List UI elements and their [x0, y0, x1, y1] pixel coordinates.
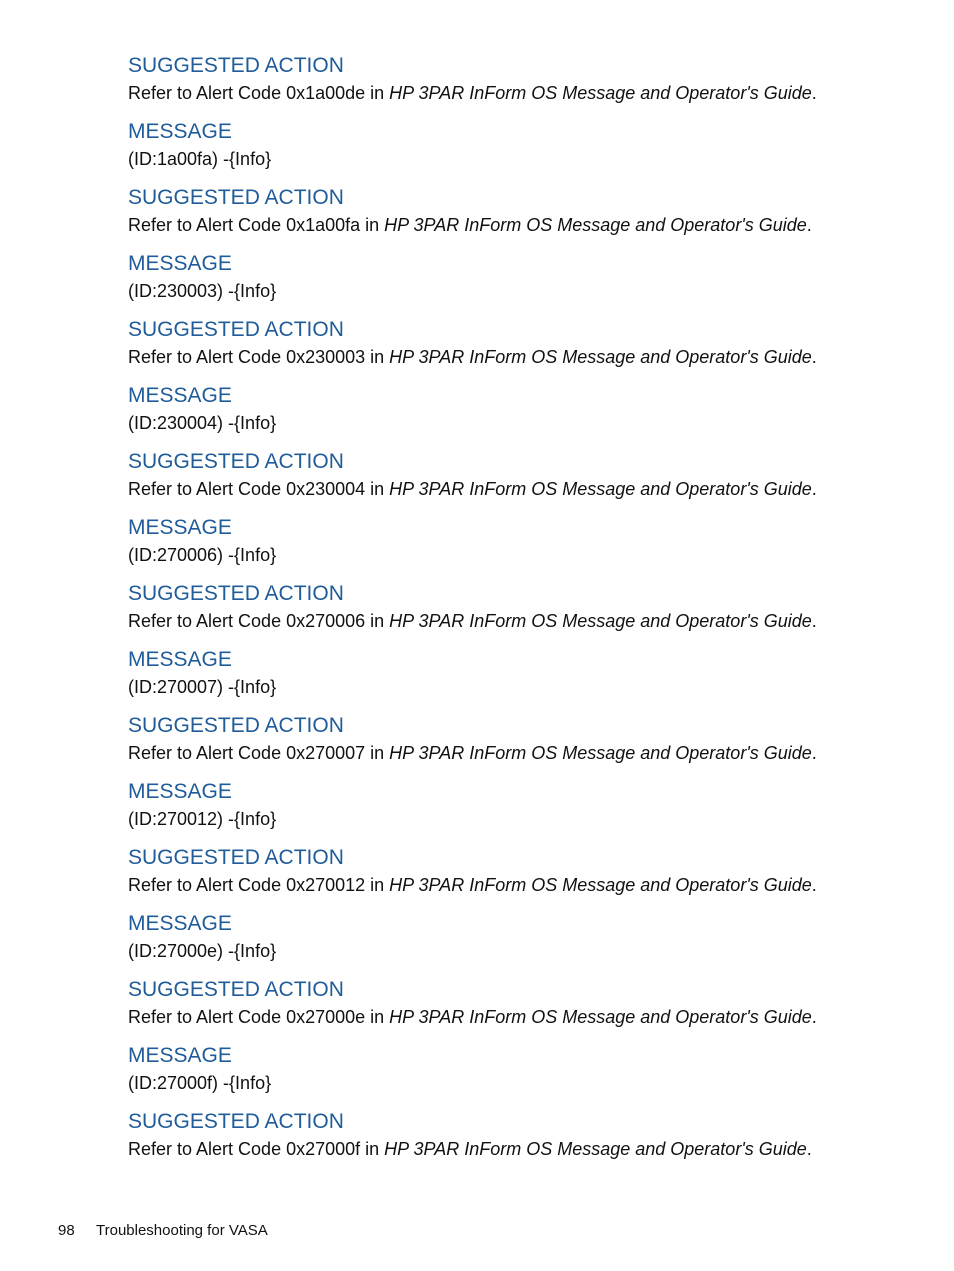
- suggested-action-heading: SUGGESTED ACTION: [128, 54, 344, 77]
- document-content: [128, 52, 928, 1174]
- message-heading: MESSAGE: [128, 1044, 232, 1067]
- suggested-action-heading: SUGGESTED ACTION: [128, 318, 344, 341]
- suggested-action-block: [128, 316, 928, 382]
- action-prefix: Refer to Alert Code 0x270012 in: [128, 875, 390, 895]
- action-suffix: .: [811, 83, 817, 103]
- action-suffix: .: [811, 611, 817, 631]
- message-heading: MESSAGE: [128, 384, 232, 407]
- action-suffix: .: [811, 743, 817, 763]
- action-prefix: Refer to Alert Code 0x270006 in: [128, 611, 390, 631]
- message-block: [128, 778, 928, 844]
- message-heading: MESSAGE: [128, 120, 232, 143]
- message-text: (ID:27000f) -{Info}: [128, 1073, 272, 1093]
- message-text: (ID:270006) -{Info}: [128, 545, 277, 565]
- action-suffix: .: [806, 215, 812, 235]
- page-footer: [58, 1221, 268, 1241]
- suggested-action-block: [128, 712, 928, 778]
- action-suffix: .: [811, 347, 817, 367]
- message-text: (ID:270012) -{Info}: [128, 809, 277, 829]
- action-prefix: Refer to Alert Code 0x1a00fa in: [128, 215, 385, 235]
- suggested-action-heading: SUGGESTED ACTION: [128, 714, 344, 737]
- suggested-action-text: [128, 1003, 928, 1031]
- suggested-action-block: [128, 448, 928, 514]
- action-suffix: .: [811, 1007, 817, 1027]
- suggested-action-text: [128, 343, 928, 371]
- message-block: [128, 118, 928, 184]
- suggested-action-block: [128, 1108, 928, 1174]
- suggested-action-heading: SUGGESTED ACTION: [128, 450, 344, 473]
- suggested-action-text: [128, 475, 928, 503]
- suggested-action-heading: SUGGESTED ACTION: [128, 582, 344, 605]
- message-text: (ID:27000e) -{Info}: [128, 941, 277, 961]
- suggested-action-text: [128, 871, 928, 899]
- message-heading: MESSAGE: [128, 648, 232, 671]
- message-text: (ID:270007) -{Info}: [128, 677, 277, 697]
- suggested-action-text: [128, 739, 928, 767]
- suggested-action-block: [128, 52, 928, 118]
- suggested-action-block: [128, 580, 928, 646]
- suggested-action-heading: SUGGESTED ACTION: [128, 1110, 344, 1133]
- page-number: 98: [58, 1222, 75, 1239]
- action-prefix: Refer to Alert Code 0x1a00de in: [128, 83, 390, 103]
- message-text: (ID:1a00fa) -{Info}: [128, 149, 272, 169]
- suggested-action-heading: SUGGESTED ACTION: [128, 978, 344, 1001]
- suggested-action-block: [128, 184, 928, 250]
- guide-title: HP 3PAR InForm OS Message and Operator's Guide: [389, 83, 812, 103]
- guide-title: HP 3PAR InForm OS Message and Operator's Guide: [389, 743, 812, 763]
- guide-title: HP 3PAR InForm OS Message and Operator's Guide: [389, 875, 812, 895]
- message-text: (ID:230003) -{Info}: [128, 281, 277, 301]
- message-block: [128, 382, 928, 448]
- message-block: [128, 514, 928, 580]
- guide-title: HP 3PAR InForm OS Message and Operator's Guide: [389, 347, 812, 367]
- message-heading: MESSAGE: [128, 516, 232, 539]
- suggested-action-heading: SUGGESTED ACTION: [128, 846, 344, 869]
- message-heading: MESSAGE: [128, 780, 232, 803]
- action-prefix: Refer to Alert Code 0x27000f in: [128, 1139, 385, 1159]
- action-prefix: Refer to Alert Code 0x270007 in: [128, 743, 390, 763]
- message-block: [128, 250, 928, 316]
- suggested-action-text: [128, 79, 928, 107]
- suggested-action-text: [128, 1135, 928, 1163]
- suggested-action-text: [128, 607, 928, 635]
- suggested-action-block: [128, 844, 928, 910]
- suggested-action-text: [128, 211, 928, 239]
- action-suffix: .: [811, 479, 817, 499]
- message-block: [128, 910, 928, 976]
- footer-section-title: Troubleshooting for VASA: [96, 1222, 268, 1239]
- guide-title: HP 3PAR InForm OS Message and Operator's Guide: [389, 1007, 812, 1027]
- guide-title: HP 3PAR InForm OS Message and Operator's Guide: [384, 1139, 807, 1159]
- action-suffix: .: [811, 875, 817, 895]
- suggested-action-block: [128, 976, 928, 1042]
- action-prefix: Refer to Alert Code 0x230004 in: [128, 479, 390, 499]
- message-heading: MESSAGE: [128, 252, 232, 275]
- action-prefix: Refer to Alert Code 0x27000e in: [128, 1007, 390, 1027]
- message-block: [128, 1042, 928, 1108]
- action-prefix: Refer to Alert Code 0x230003 in: [128, 347, 390, 367]
- suggested-action-heading: SUGGESTED ACTION: [128, 186, 344, 209]
- guide-title: HP 3PAR InForm OS Message and Operator's Guide: [384, 215, 807, 235]
- message-heading: MESSAGE: [128, 912, 232, 935]
- guide-title: HP 3PAR InForm OS Message and Operator's Guide: [389, 479, 812, 499]
- action-suffix: .: [806, 1139, 812, 1159]
- message-text: (ID:230004) -{Info}: [128, 413, 277, 433]
- message-block: [128, 646, 928, 712]
- guide-title: HP 3PAR InForm OS Message and Operator's Guide: [389, 611, 812, 631]
